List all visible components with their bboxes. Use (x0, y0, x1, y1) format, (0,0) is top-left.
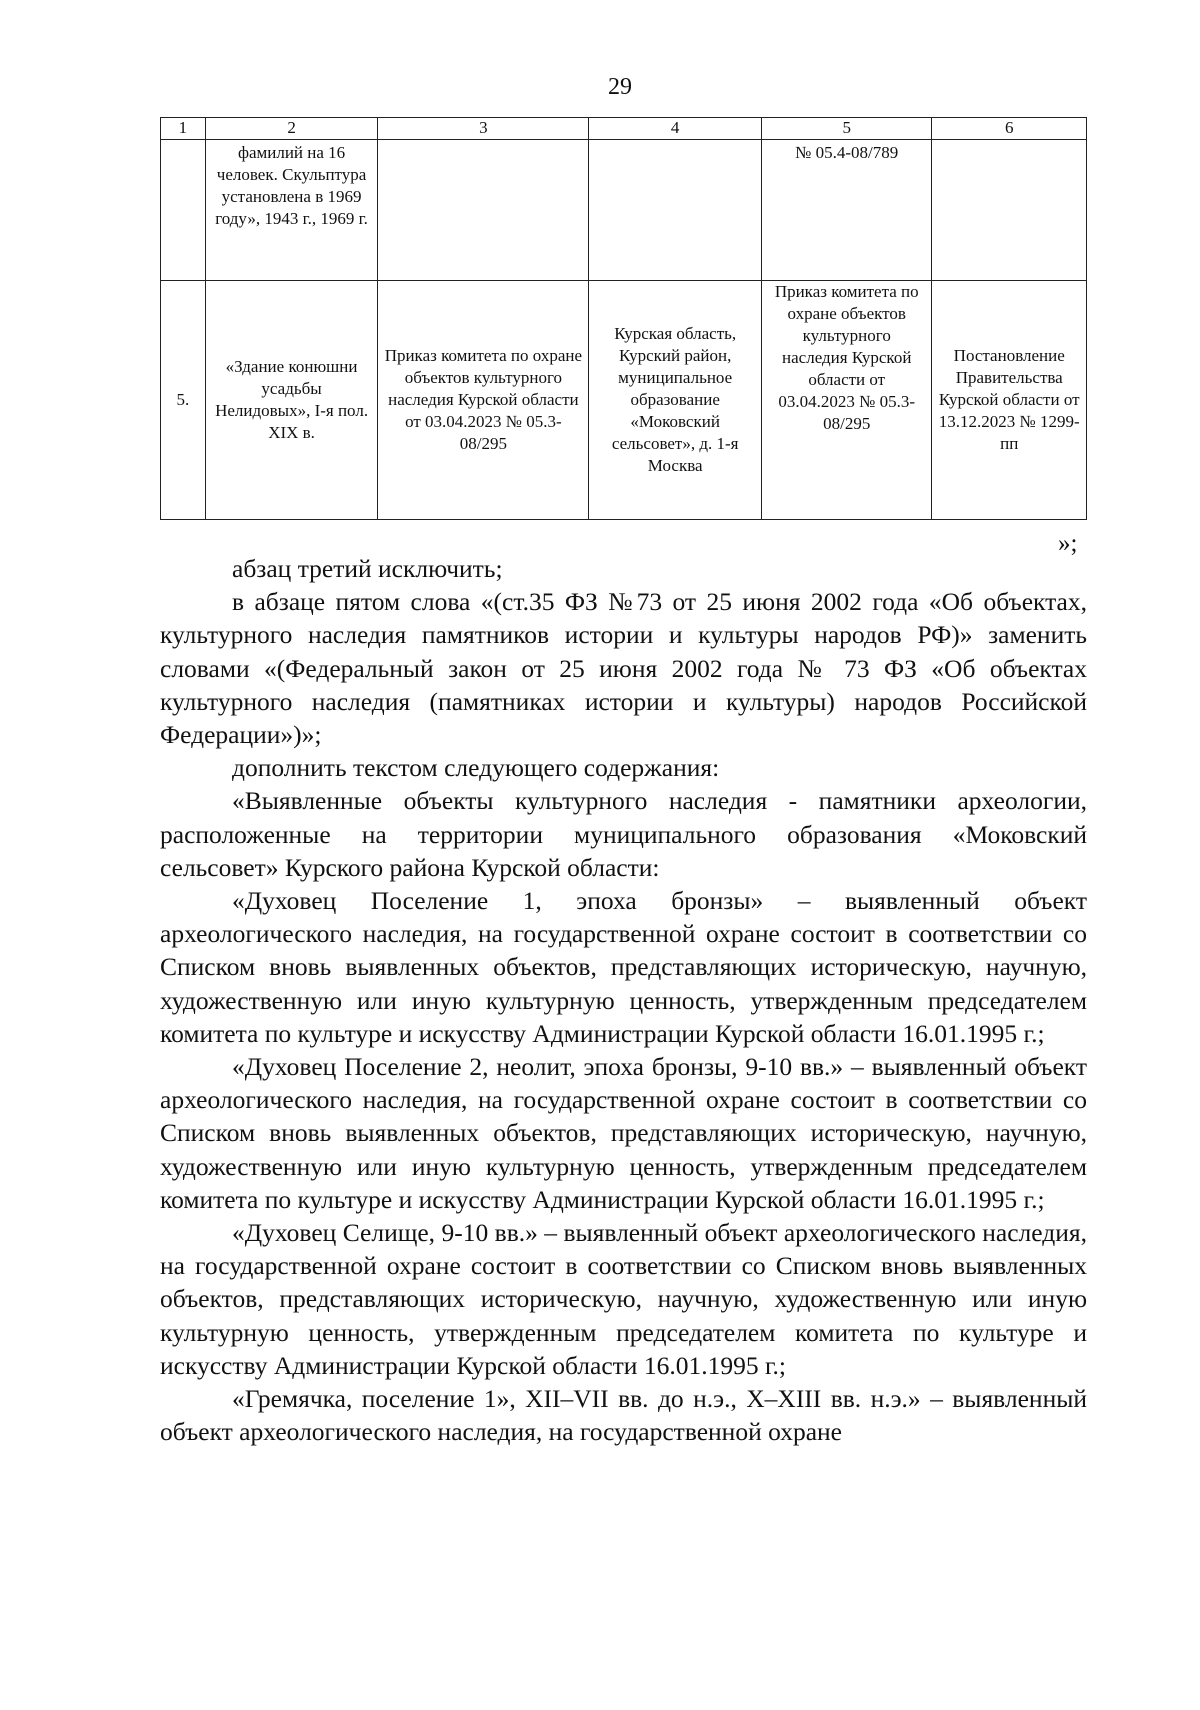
paragraph: «Духовец Поселение 1, эпоха бронзы» – выявленный объект археологического наследия, на государственной охране состоит в соответствии со Списком вновь выявленных объектов, представляющих историческую, научную, художественную или иную культурную ценность, утвержденным председателем комитета по культуре и искусству Администрации Курской области 16.01.1995 г.; (160, 886, 1087, 1048)
table-row (161, 281, 1087, 520)
header-cell: 1 (161, 118, 206, 140)
header-cell: 4 (589, 118, 762, 140)
paragraph: «Выявленные объекты культурного наследия - памятники археологии, расположенные на территории муниципального образования «Моковский сельсовет» Курского района Курской области: (160, 786, 1087, 882)
header-cell: 5 (761, 118, 931, 140)
object-description-cell: фамилий на 16 человек. Скульптура установлена в 1969 году», 1943 г., 1969 г. (205, 140, 378, 281)
table-cell (378, 140, 589, 281)
table-cell (161, 140, 206, 281)
table-cell (589, 140, 762, 281)
table-row (161, 140, 1087, 281)
table-header-row (161, 118, 1087, 140)
location-cell: Курская область, Курский район, муниципальное образование «Моковский сельсовет», д. 1-я Москва (589, 281, 762, 520)
protection-order-cell: Приказ комитета по охране объектов культурного наследия Курской области от 03.04.2023 № 05.3-08/295 (761, 281, 931, 520)
header-cell: 6 (932, 118, 1087, 140)
paragraph: «Духовец Селище, 9-10 вв.» – выявленный объект археологического наследия, на государственной охране состоит в соответствии со Списком вновь выявленных объектов, представляющих историческую, научную, художественную или иную культурную ценность, утвержденным председателем комитета по культуре и искусству Администрации Курской области 16.01.1995 г.; (160, 1218, 1087, 1380)
resolution-cell: Постановление Правительства Курской области от 13.12.2023 № 1299-пп (932, 281, 1087, 520)
paragraph: «Духовец Поселение 2, неолит, эпоха бронзы, 9-10 вв.» – выявленный объект археологического наследия, на государственной охране состоит в соответствии со Списком вновь выявленных объектов, представляющих историческую, научную, художественную или иную культурную ценность, утвержденным председателем комитета по культуре и искусству Администрации Курской области 16.01.1995 г.; (160, 1052, 1087, 1214)
paragraph: в абзаце пятом слова «(ст.35 ФЗ №73 от 25 июня 2002 года «Об объектах, культурного наследия памятников истории и культуры народов РФ)» заменить словами «(Федеральный закон от 25 июня 2002 года № 73 ФЗ «Об объектах культурного наследия (памятниках истории и культуры) народов Российской Федерации»)»; (160, 587, 1087, 750)
closing-quote: »; (1058, 530, 1078, 557)
document-body (160, 552, 1087, 1448)
header-cell: 2 (205, 118, 378, 140)
objects-table (160, 117, 1087, 520)
row-number-cell: 5. (161, 281, 206, 520)
header-cell: 3 (378, 118, 589, 140)
object-name-cell: «Здание конюшни усадьбы Нелидовых», I-я пол. XIX в. (205, 281, 378, 520)
order-cell: Приказ комитета по охране объектов культурного наследия Курской области от 03.04.2023 № 05.3-08/295 (378, 281, 589, 520)
page-number: 29 (608, 74, 632, 100)
paragraph: «Гремячка, поселение 1», XII–VII вв. до н.э., X–XIII вв. н.э.» – выявленный объект археологического наследия, на государственной охране (160, 1384, 1087, 1447)
paragraph: абзац третий исключить; (232, 554, 503, 583)
paragraph: дополнить текстом следующего содержания: (232, 753, 720, 783)
document-number-cell: № 05.4-08/789 (761, 140, 931, 281)
table-cell (932, 140, 1087, 281)
